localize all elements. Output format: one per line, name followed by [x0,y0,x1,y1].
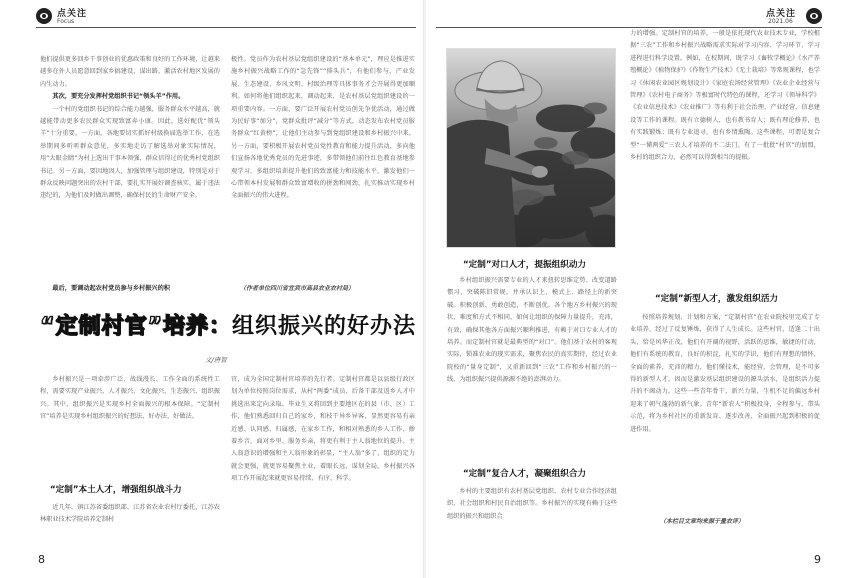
article-body-right-page-right [630,28,820,282]
section-heading: “定制”本土人才，增强组织战斗力 [50,485,182,495]
magazine-logo-icon [806,8,822,24]
header-section: Focus [57,18,75,25]
paragraph-heading: 其次，要充分发挥村党组织书记“领头羊”作用。 [52,93,185,101]
article-title [40,309,416,340]
article-body-left [40,374,220,474]
byline: 文/唐智 [205,356,227,364]
paragraph: 力的增强。定制村官的培养，一般是依托现代农业技术专业，学校根据“三农”工作和乡村振兴战略需求实际对学习内容、学习环节、学习进程进行科学设置。例如，在校期间，既学习《畜牧学概论》《水产养殖概论》《植物保护》《作物生产技术》《无土栽培》等常规课程，也学习《休闲农业园区规划设计》《家庭农场经营管理》《农业企业经营与管理》《农村电子商务》等极富时代特色的课程，还学习《领导科学》《农业信息技术》《农业推广》等有利于社会治理、产业经营、信息建设等工作的课程。既有立德树人，也有教书育人；既有理论修养，也有实践锻炼；既有专业追寻，也有乡情熏陶。这些课程，可谓是复合型“一懂两爱”三农人才培养的不二法门。有了一批批“村官”的加盟，乡村的组织合力，必然可以得到相当的提振。 [630,30,820,162]
paragraph: 乡村的主要组织有农村基层党组织、农村专业合作经济组织、社会组织和村民自治组织等。乡村振兴的实现有赖于这些组织的振兴和组织合 [447,488,617,520]
article-body-right-page-left-2 [447,486,617,526]
header-rule [36,27,416,28]
paragraph: 乡村振兴是一项牵涉广泛、战线漫长、工作全面的系统性工程，需要实现产业振兴、人才振兴、文化振兴、生态振兴、组织振兴。其中，组织振兴是实现乡村全面振兴的根本保障。“定制村官”培养是实现乡村组织振兴的好想法、好办法、好做法。 [40,376,220,421]
paragraph: 近几年，镇江苏省委组织部、江苏省农业农村厅委托，江苏农林职业技术学院培养定制村 [40,504,220,524]
author-credit: （作者单位四川省宜宾市高县农业农村局） [240,285,355,292]
article-column-2 [231,54,415,274]
article-body-left-2 [40,502,220,528]
paragraph: 他们提供更多回乡干事创业的优惠政策和良好的工作环境，让越来越多在外人员愿意回到家乡搞建设、谋出路，激活农村地区发展的内生动力。 [40,56,220,88]
article-banner [40,309,416,343]
left-page [0,0,424,578]
page-number: 8 [38,553,45,566]
section-heading: “定制”复合人才，凝聚组织合力 [463,469,587,479]
paragraph: 极性。党员作为农村基层党组织建设的“基本单元”，理应是推进实施乡村振兴战略工作的“急先锋”“排头兵”，有他们参与，产业发展、生态建设、乡风文明、村级治理等具体事务才会开展得更加顺利。如何将他们组织起来，调动起来，是农村基层党组织建设的一项重要内容。一方面，要广泛开展农村党员创先争优活动，通过做为民好事“加分”，党群众批评“减分”等方式，动态发布农村党员服务群众“红黄榜”，让他们主动参与到党组织建设和乡村振兴中来。另一方面，要积极开展农村党员党性教育和能力提升活动，多向他们宣扬各地优秀党员的先进事迹，多带领他们前往红色教育基地参观学习，多组织培训提升他们的致富能力和技能水平，激发他们一心带领本村发展和群众致富增收的拼劲和闯劲，扎实推动实现乡村全面振兴的伟大进程。 [231,56,415,200]
title-part: 培养： [162,314,232,339]
title-part: 组织振兴的好办法 [231,314,416,339]
farmer-photo [446,48,616,248]
section-heading: “定制”对口人才，提振组织动力 [463,260,587,270]
article-body-right-page-right-2 [630,312,820,508]
title-part: “定制村官” [40,314,163,339]
article-column-1 [40,54,220,290]
article-body-right [231,374,415,528]
page-number: 9 [814,553,821,566]
paragraph: 乡村组织振兴需要专业的人才来扭转思维定势、改变道路惯习、突破陈旧常规，并承认识上、模式上、路径上的新突破。积极创新、勇敢创造，不断创优。各个地方乡村振兴的现状、难度和方式不相同，如何让组织的保障力量提升，充沛，有效，确保其他各方面振兴顺利推进，有赖于对口专业人才的培养。而定制村官就是最典型的“对口”。他们基于农村的客观实际，锁准农业的现实需求，聚焦农民的真实期待，经过农业院校的“量身定制”，又重新回到“三农”工作和乡村振兴的一线，为组织振兴提供源源不绝的澎湃动力。 [447,277,617,384]
article-column-1-end [40,283,220,297]
paragraph: 一个村的党组织书记的综合能力越强，服务群众水平越高，就越能带动更多农民群众实现致富奔小康。因此，选好配优“领头羊”十分重要。一方面，各地要切实抓好村级换届选举工作，在选举期间多听听群众意见，多实地走访了解选举对象实际情况，用“大眼金睛”为村上选出干事本领强、群众信得过的优秀村党组织书记。另一方面，要因地因人，加强管理与组织建设，特别是对于群众反映问题突出的农村干部，要扎实开展好调查核实，属于违法违纪的，为他们及时做出调整，确保村民的生命财产安全。 [40,105,220,200]
paragraph-heading: 最后，要调动起农村党员参与乡村振兴的积 [52,285,170,292]
header-date: 2021.06 [768,18,793,25]
section-heading: “定制”新型人才，激发组织活力 [655,294,779,304]
magazine-logo-icon [36,8,52,24]
paragraph: 按照培养规划、计划和方案，“定制村官”在农业院校里完成了专业培养，经过了反复锤炼，获得了人生成长。这些村官，适逢二十出头，恰是风华正茂，他们有开阔的视野，活跃的思维，敏捷的行动，他们有系统的教育，良好的积淀，扎实的学识，他们有理想的情怀，全面的素养，充沛的精力，他们懂技术，能经营，会管理，是不可多得的新型人才。因而是激发基层组织建设的源头活水，是组织活力提升的不竭动力。这些一些青年骨干、新兴力量，生机不足的偏远乡村迎来了朝气蓬勃的新气象。青年“新农人”积极投身，全程参与，带头示范，将为乡村社区的重新发育、逐步改善、全面振兴起到积极的促进作用。 [630,314,820,433]
article-body-right-page-left [447,275,617,455]
header-title: 点关注 [766,9,797,19]
column-credit: （本栏目文章均来源于量农评） [660,518,745,525]
header-title: 点关注 [57,9,88,19]
paragraph: 官，成为全国定制村官培养的先行者。定制村官都是以县级行政区划为单位按照岗位需求，从村“两委”成员、后备干部及返乡人才中挑选出来定向录取。毕业生又将回到主要地区在的县（市、区）工作，他们熟悉回归自己的家乡，和枝干异乡异客，显然更容易有亲近感、认同感、归属感，在家乡工作，和相对熟悉的乡人工作、掺着乡音，面对乡里、服务乡亲，将更有利于主人翁地位的提升。主人翁意识的增强和主人翁形象的彰显，“主人翁”多了，组织的定力就会更强，就更容易聚焦主业，着眼长远，谋划全局，乡村振兴各项工作开展起来就更容易持续、有序、科学。 [231,376,415,483]
